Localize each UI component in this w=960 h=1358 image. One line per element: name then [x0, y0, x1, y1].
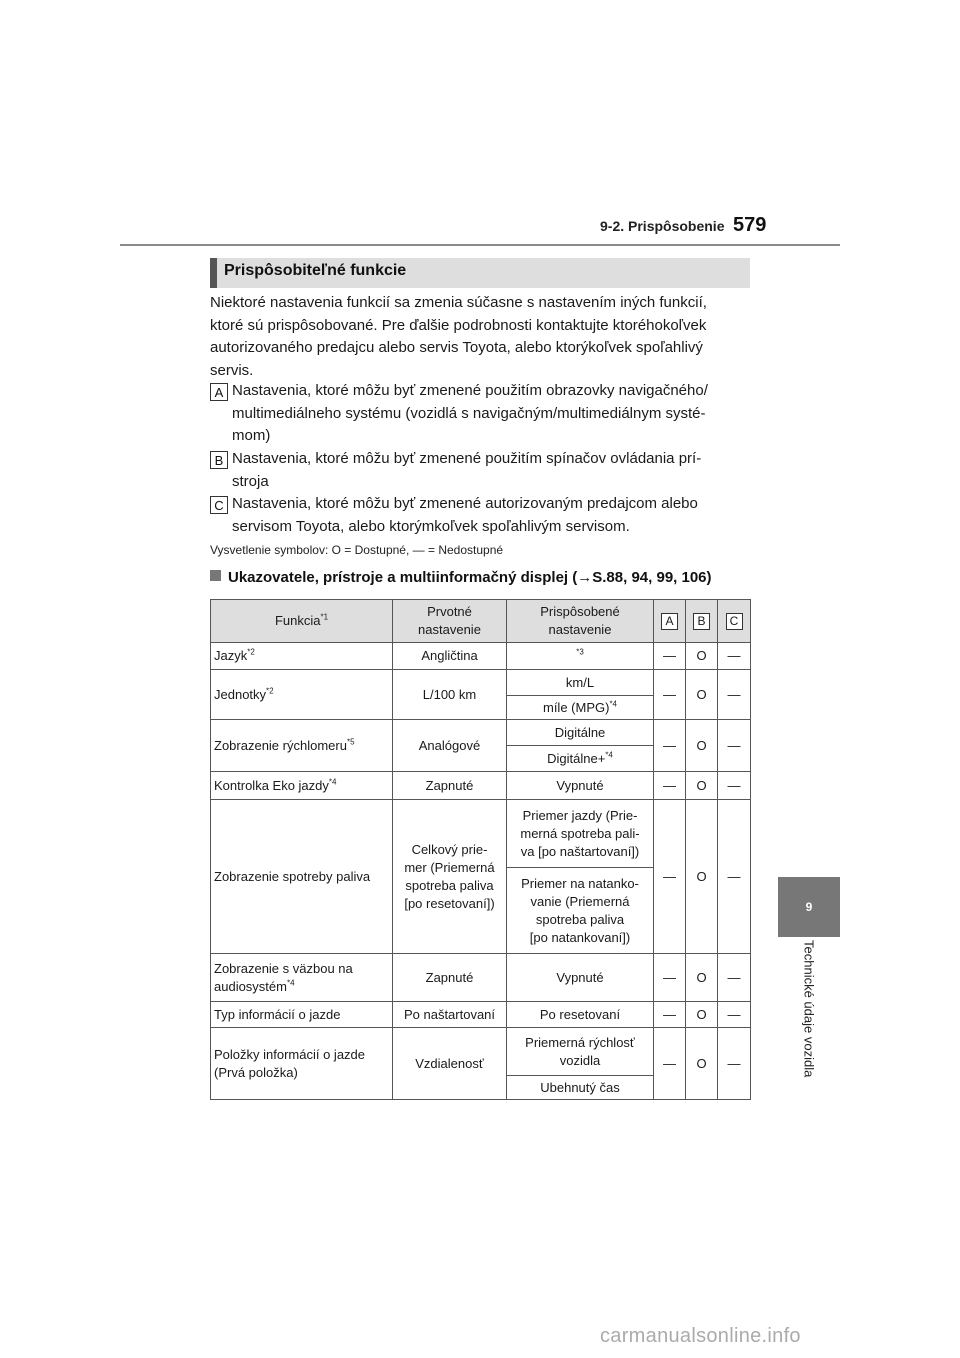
cell-a: —: [654, 772, 686, 800]
legend-line: multimediálneho systému (vozidlá s navigačným/multimediálnym systé-: [232, 404, 706, 422]
cell-c: —: [718, 1002, 751, 1028]
table-header-row: [211, 600, 751, 643]
intro-line: Niektoré nastavenia funkcií sa zmenia súčasne s nastavením iných funkcií,: [210, 294, 707, 311]
cell-function: Zobrazenie rýchlomeru$^{*5}$: [211, 720, 393, 772]
cell-a: —: [654, 954, 686, 1002]
cell-custom: Vypnuté: [507, 954, 654, 1002]
cell-default: Zapnuté: [393, 954, 507, 1002]
header-function: Funkcia$^{*1}$: [211, 600, 393, 643]
table-row: [211, 643, 751, 670]
cell-function: Zobrazenie s väzbou na audiosystém$^{*4}$: [211, 954, 393, 1002]
cell-default: Celkový prie- mer (Priemerná spotreba paliva [po resetovaní]): [393, 800, 507, 954]
cell-function: Položky informácií o jazde (Prvá položka): [211, 1028, 393, 1100]
header-b: B: [686, 600, 718, 643]
watermark: carmanualsonline.info: [600, 1325, 801, 1347]
header-a: A: [654, 600, 686, 643]
cell-custom: Priemer na natanko- vanie (Priemerná spotreba paliva [po natankovaní]): [507, 868, 654, 954]
cell-b: O: [686, 643, 718, 670]
cell-custom: *3: [507, 643, 654, 670]
intro-line: autorizovaného predajcu alebo servis Toyota, alebo ktorýkoľvek spoľahlivý: [210, 339, 703, 356]
cell-default: Angličtina: [393, 643, 507, 670]
legend-line: Nastavenia, ktoré môžu byť zmenené použitím spínačov ovládania prí-: [232, 450, 702, 467]
cell-custom: km/L: [507, 670, 654, 696]
cell-custom: Priemer jazdy (Prie- merná spotreba pali- va [po naštartovaní]): [507, 800, 654, 868]
cell-custom: Vypnuté: [507, 772, 654, 800]
cell-function: Jednotky$^{*2}$: [211, 670, 393, 720]
header-default: Prvotné nastavenie: [393, 600, 507, 643]
cell-custom: Priemerná rýchlosť vozidla: [507, 1028, 654, 1076]
cell-b: O: [686, 800, 718, 954]
cell-b: O: [686, 720, 718, 772]
cell-c: —: [718, 1028, 751, 1100]
table-row: [211, 954, 751, 1002]
cell-a: —: [654, 720, 686, 772]
legend-line: stroja: [232, 472, 269, 490]
marker-c: C: [210, 496, 228, 514]
legend-line: servisom Toyota, alebo ktorýmkoľvek spoľahlivým servisom.: [232, 517, 630, 535]
cell-c: —: [718, 772, 751, 800]
cell-b: O: [686, 670, 718, 720]
square-bullet-icon: [210, 570, 221, 581]
marker-b: B: [210, 451, 228, 469]
table-row: [211, 1028, 751, 1076]
section-title: Prispôsobiteľné funkcie: [224, 262, 407, 279]
chapter-number: 9: [805, 900, 813, 914]
cell-custom: Digitálne+$^{*4}$: [507, 746, 654, 772]
header-divider: [120, 244, 840, 246]
cell-custom: míle (MPG)$^{*4}$: [507, 696, 654, 720]
cell-a: —: [654, 643, 686, 670]
customization-table: [210, 599, 751, 1100]
legend-item-a: [232, 380, 752, 448]
symbol-legend: Vysvetlenie symbolov: O = Dostupné, — = Nedostupné: [210, 543, 504, 557]
cell-b: O: [686, 1002, 718, 1028]
cell-function: Kontrolka Eko jazdy$^{*4}$: [211, 772, 393, 800]
table-row: [211, 772, 751, 800]
chapter-side-label: [760, 940, 858, 1140]
table-row: [211, 720, 751, 746]
intro-line: servis.: [210, 361, 254, 379]
cell-c: —: [718, 670, 751, 720]
cell-default: L/100 km: [393, 670, 507, 720]
subheading: [210, 569, 712, 586]
page-number: 579: [733, 214, 767, 236]
cell-a: —: [654, 1002, 686, 1028]
legend-line: Nastavenia, ktoré môžu byť zmenené použitím obrazovky navigačného/: [232, 382, 708, 399]
cell-custom: Digitálne: [507, 720, 654, 746]
cell-c: —: [718, 643, 751, 670]
subheading-text: Ukazovatele, prístroje a multiinformačný displej (→S.88, 94, 99, 106): [228, 569, 712, 586]
legend-line: Nastavenia, ktoré môžu byť zmenené autorizovaným predajcom alebo: [232, 495, 698, 512]
intro-line: ktoré sú prispôsobované. Pre ďalšie podrobnosti kontaktujte ktoréhokoľvek: [210, 316, 707, 334]
cell-b: O: [686, 954, 718, 1002]
legend-item-c: [232, 493, 752, 538]
cell-c: —: [718, 954, 751, 1002]
table-row: [211, 1002, 751, 1028]
chapter-title: Technické údaje vozidla: [801, 940, 817, 1078]
cell-c: —: [718, 800, 751, 954]
cell-default: Analógové: [393, 720, 507, 772]
header-custom: Prispôsobené nastavenie: [507, 600, 654, 643]
table-row: [211, 800, 751, 868]
marker-a: A: [210, 383, 228, 401]
cell-a: —: [654, 670, 686, 720]
legend-item-b: [232, 448, 752, 493]
cell-a: —: [654, 1028, 686, 1100]
cell-b: O: [686, 1028, 718, 1100]
table-row: [211, 670, 751, 696]
section-header: 9-2. Prispôsobenie: [600, 218, 725, 234]
cell-custom: Ubehnutý čas: [507, 1076, 654, 1100]
cell-b: O: [686, 772, 718, 800]
cell-c: —: [718, 720, 751, 772]
cell-default: Vzdialenosť: [393, 1028, 507, 1100]
cell-default: Zapnuté: [393, 772, 507, 800]
chapter-tab: [778, 877, 840, 937]
header-c: C: [718, 600, 751, 643]
cell-custom: Po resetovaní: [507, 1002, 654, 1028]
cell-default: Po naštartovaní: [393, 1002, 507, 1028]
legend-line: mom): [232, 427, 271, 444]
intro-paragraph: [210, 292, 750, 382]
cell-function: Zobrazenie spotreby paliva: [211, 800, 393, 954]
cell-a: —: [654, 800, 686, 954]
cell-function: Jazyk$^{*2}$: [211, 643, 393, 670]
cell-function: Typ informácií o jazde: [211, 1002, 393, 1028]
